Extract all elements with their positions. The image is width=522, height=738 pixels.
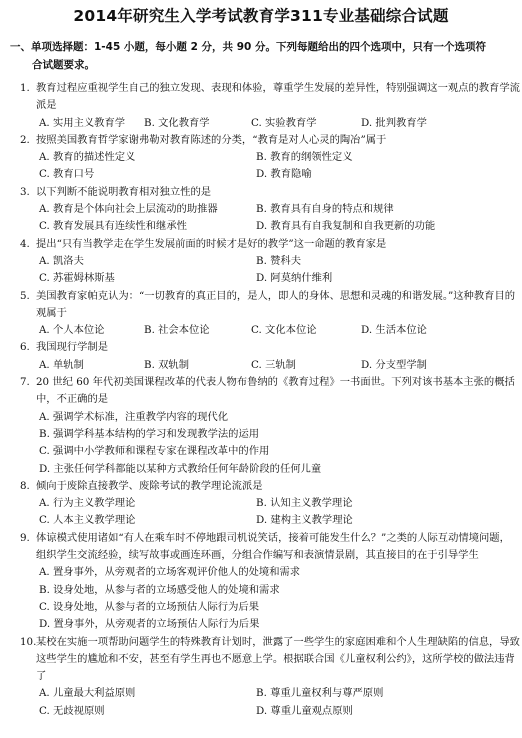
option-c[interactable]: C. 文化本位论 (251, 324, 317, 337)
question-text: 提出“只有当教学走在学生发展前面的时候才是好的教学”这一命题的教育家是 (36, 237, 387, 250)
question-stem (20, 236, 520, 253)
option-group (39, 564, 509, 633)
option-c[interactable]: C. 三轨制 (251, 358, 296, 371)
option-c[interactable]: C. 教育发展具有连续性和继承性 (39, 220, 187, 233)
question-3 (0, 184, 522, 236)
question-stem (20, 132, 520, 149)
question-text: 以下判断不能说明教育相对独立性的是 (36, 185, 212, 198)
option-b[interactable]: B. 教育的纲领性定义 (256, 151, 353, 164)
option-a[interactable]: A. 凯洛夫 (39, 254, 84, 267)
option-b[interactable]: B. 认知主义教学理论 (256, 497, 353, 510)
question-text: 某校在实施一项帮助问题学生的特殊教育计划时，泄露了一些学生的家庭困难和个人生理缺陷的信息，导致这些学生的尴尬和不安，甚至有学生再也不愿意上学。根据联合国《儿童权利公约》，这所学校的做法违背了 (36, 635, 520, 683)
option-group (39, 149, 509, 184)
question-9 (0, 530, 522, 634)
page-title: 2014年研究生入学考试教育学311专业基础综合试题 (73, 7, 449, 25)
question-1 (0, 80, 522, 132)
option-c[interactable]: C. 教育口号 (39, 168, 95, 181)
option-d[interactable]: D. 教育具有自我复制和自我更新的功能 (256, 220, 436, 233)
option-c[interactable]: C. 强调中小学教师和课程专家在课程改革中的作用 (39, 445, 270, 458)
option-a[interactable]: A. 单轨制 (39, 358, 84, 371)
question-number: 2. (20, 133, 30, 146)
option-b[interactable]: B. 设身处地，从参与者的立场感受他人的处境和需求 (39, 583, 280, 596)
option-d[interactable]: D. 教育隐喻 (256, 168, 312, 181)
option-d[interactable]: D. 主张任何学科都能以某种方式教给任何年龄阶段的任何儿童 (39, 462, 322, 475)
question-stem (20, 530, 520, 565)
question-stem (20, 80, 520, 115)
option-a[interactable]: A. 个人本位论 (39, 324, 105, 337)
option-a[interactable]: A. 教育是个体向社会上层流动的助推器 (39, 203, 218, 216)
option-group (39, 357, 509, 374)
question-5 (0, 288, 522, 340)
question-number: 6. (20, 341, 30, 354)
option-d[interactable]: D. 建构主义教学理论 (256, 514, 353, 527)
option-group (39, 685, 509, 720)
question-list (0, 80, 522, 720)
option-c[interactable]: C. 设身处地，从参与者的立场预估人际行为后果 (39, 600, 259, 613)
section-heading-line-1: 一、单项选择题：1-45 小题，每小题 2 分，共 90 分。下列每题给出的四个选项中，只有一个选项符 (10, 41, 486, 53)
option-c[interactable]: C. 无歧视原则 (39, 704, 105, 717)
option-group (39, 495, 509, 530)
question-number: 4. (20, 237, 30, 250)
question-4 (0, 236, 522, 288)
section-heading-line-2: 合试题要求。 (32, 59, 95, 71)
option-d[interactable]: D. 批判教育学 (361, 116, 427, 129)
question-stem (20, 288, 520, 323)
option-b[interactable]: B. 尊重儿童权利与尊严原则 (256, 687, 384, 700)
option-b[interactable]: B. 社会本位论 (144, 324, 210, 337)
option-a[interactable]: A. 教育的描述性定义 (39, 151, 136, 164)
question-8 (0, 478, 522, 530)
question-text: 20 世纪 60 年代初美国课程改革的代表人物布鲁纳的《教育过程》一书面世。下列对该书基本主张的概括中，不正确的是 (36, 376, 515, 406)
option-d[interactable]: D. 生活本位论 (361, 324, 427, 337)
question-2 (0, 132, 522, 184)
question-number: 1. (20, 82, 30, 94)
option-b[interactable]: B. 赞科夫 (256, 254, 302, 267)
question-number: 9. (20, 531, 30, 544)
question-number: 10. (20, 635, 37, 648)
option-group (39, 201, 509, 236)
option-group (39, 322, 509, 339)
question-number: 8. (20, 479, 30, 492)
option-d[interactable]: D. 分支型学制 (361, 358, 427, 371)
option-a[interactable]: A. 行为主义教学理论 (39, 497, 136, 510)
option-d[interactable]: D. 阿莫纳什维利 (256, 272, 333, 285)
question-text: 我国现行学制是 (36, 341, 109, 354)
section-heading (10, 38, 510, 74)
question-stem (20, 374, 520, 409)
option-a[interactable]: A. 实用主义教育学 (39, 116, 126, 129)
question-stem (20, 634, 520, 686)
question-number: 3. (20, 185, 30, 198)
question-text: 体谅模式使用诸如“有人在乘车时不停地跟司机说笑话，接着可能发生什么？”之类的人际互动情境问题，组织学生交流经验，续写故事或画连环画，分组合作编写和表演情景剧，其直接目的在于引导学生 (36, 531, 510, 562)
question-text: 按照美国教育哲学家谢弗勒对教育陈述的分类，“教育是对人心灵的陶冶”属于 (36, 133, 387, 146)
question-text: 美国教育家帕克认为：“一切教育的真正目的，是人，即人的身体、思想和灵魂的和谐发展。”这种教育目的观属于 (36, 289, 516, 319)
option-d[interactable]: D. 置身事外，从旁观者的立场预估人际行为后果 (39, 618, 260, 631)
option-group (39, 409, 509, 478)
option-group (39, 115, 509, 132)
option-c[interactable]: C. 苏霍姆林斯基 (39, 272, 115, 285)
option-a[interactable]: A. 强调学术标准，注重教学内容的现代化 (39, 410, 229, 423)
option-d[interactable]: D. 尊重儿童观点原则 (256, 704, 353, 717)
question-text: 教育过程应重视学生自己的独立发现、表现和体验，尊重学生发展的差异性，特别强调这一观点的教育学流派是 (36, 82, 520, 112)
option-a[interactable]: A. 置身事外，从旁观者的立场客观评价他人的处境和需求 (39, 566, 301, 579)
question-stem (20, 184, 520, 201)
question-10 (0, 634, 522, 720)
option-c[interactable]: C. 人本主义教学理论 (39, 514, 136, 527)
question-number: 5. (20, 289, 30, 302)
option-b[interactable]: B. 强调学科基本结构的学习和发现教学法的运用 (39, 427, 260, 440)
option-b[interactable]: B. 双轨制 (144, 358, 190, 371)
question-7 (0, 374, 522, 478)
question-text: 倾向于废除直接教学、废除考试的教学理论流派是 (36, 479, 263, 492)
option-a[interactable]: A. 儿童最大利益原则 (39, 687, 136, 700)
question-stem (20, 339, 520, 356)
option-c[interactable]: C. 实验教育学 (251, 116, 317, 129)
option-b[interactable]: B. 文化教育学 (144, 116, 210, 129)
question-6 (0, 339, 522, 374)
option-group (39, 253, 509, 288)
option-b[interactable]: B. 教育具有自身的特点和规律 (256, 203, 394, 216)
question-stem (20, 478, 520, 495)
question-number: 7. (20, 376, 30, 389)
